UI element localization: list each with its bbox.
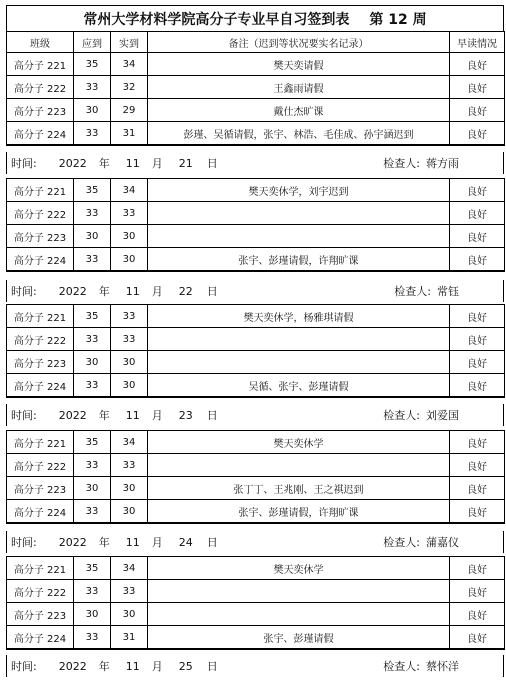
expected-cell: 30 — [74, 477, 111, 500]
table-row — [7, 248, 505, 272]
table-row — [7, 603, 505, 626]
class-cell: 高分子 221 — [7, 305, 74, 328]
header-actual: 实到 — [111, 32, 148, 53]
note-cell — [148, 328, 450, 351]
day-footer — [6, 404, 504, 426]
year-value: 2022 — [58, 535, 87, 549]
expected-cell: 35 — [74, 557, 111, 580]
day-value: 21 — [178, 156, 193, 170]
inspector-name: 常钰 — [437, 285, 459, 298]
expected-cell: 33 — [74, 122, 111, 146]
month-value: 11 — [125, 659, 140, 673]
note-cell: 张宇、彭瑾请假 — [148, 626, 450, 650]
table-row — [7, 374, 505, 398]
time-label: 时间: — [11, 409, 37, 422]
status-cell: 良好 — [450, 202, 505, 225]
header-expected: 应到 — [74, 32, 111, 53]
year-value: 2022 — [58, 659, 87, 673]
sheet-title-bar — [6, 5, 504, 31]
note-cell — [148, 202, 450, 225]
month-unit: 月 — [151, 409, 163, 422]
status-cell: 良好 — [450, 477, 505, 500]
note-cell: 张宇、彭瑾请假，许翔旷课 — [148, 248, 450, 272]
inspector-name: 蒲嘉仪 — [426, 536, 459, 549]
year-value: 2022 — [58, 408, 87, 422]
inspector-label: 检查人: — [394, 285, 431, 298]
class-cell: 高分子 224 — [7, 500, 74, 524]
table-row — [7, 76, 505, 99]
day-value: 22 — [178, 284, 193, 298]
note-cell: 樊天奕休学 — [148, 431, 450, 454]
actual-cell: 33 — [111, 580, 148, 603]
note-cell — [148, 351, 450, 374]
expected-cell: 33 — [74, 500, 111, 524]
note-cell — [148, 603, 450, 626]
year-unit: 年 — [98, 660, 110, 673]
time-label: 时间: — [11, 285, 37, 298]
actual-cell: 34 — [111, 557, 148, 580]
table-row — [7, 477, 505, 500]
class-cell: 高分子 224 — [7, 374, 74, 398]
day-value: 25 — [178, 659, 193, 673]
actual-cell: 34 — [111, 53, 148, 76]
status-cell: 良好 — [450, 626, 505, 650]
day-unit: 日 — [206, 660, 218, 673]
actual-cell: 33 — [111, 454, 148, 477]
table-row — [7, 179, 505, 202]
year-unit: 年 — [98, 285, 110, 298]
inspector-name: 蒋方雨 — [426, 157, 459, 170]
inspector-label: 检查人: — [383, 536, 420, 549]
day-unit: 日 — [206, 285, 218, 298]
note-cell — [148, 454, 450, 477]
class-cell: 高分子 223 — [7, 225, 74, 248]
expected-cell: 33 — [74, 76, 111, 99]
status-cell: 良好 — [450, 179, 505, 202]
expected-cell: 30 — [74, 225, 111, 248]
class-cell: 高分子 221 — [7, 431, 74, 454]
status-cell: 良好 — [450, 500, 505, 524]
actual-cell: 29 — [111, 99, 148, 122]
month-value: 11 — [125, 284, 140, 298]
table-row — [7, 122, 505, 146]
status-cell: 良好 — [450, 225, 505, 248]
year-unit: 年 — [98, 536, 110, 549]
expected-cell: 33 — [74, 626, 111, 650]
day-footer — [6, 655, 504, 677]
expected-cell: 35 — [74, 53, 111, 76]
day-footer — [6, 152, 504, 174]
inspector-label: 检查人: — [383, 157, 420, 170]
year-unit: 年 — [98, 157, 110, 170]
expected-cell: 33 — [74, 374, 111, 398]
note-cell: 樊天奕休学，刘宇迟到 — [148, 179, 450, 202]
month-value: 11 — [125, 156, 140, 170]
day-footer — [6, 280, 504, 302]
month-unit: 月 — [151, 660, 163, 673]
day-unit: 日 — [206, 409, 218, 422]
status-cell: 良好 — [450, 76, 505, 99]
note-cell: 樊天奕请假 — [148, 53, 450, 76]
day-unit: 日 — [206, 536, 218, 549]
class-cell: 高分子 223 — [7, 603, 74, 626]
header-row — [7, 32, 505, 53]
class-cell: 高分子 224 — [7, 626, 74, 650]
actual-cell: 30 — [111, 500, 148, 524]
day-table — [6, 430, 505, 524]
actual-cell: 30 — [111, 225, 148, 248]
expected-cell: 30 — [74, 351, 111, 374]
table-row — [7, 557, 505, 580]
expected-cell: 35 — [74, 431, 111, 454]
table-row — [7, 500, 505, 524]
time-label: 时间: — [11, 660, 37, 673]
class-cell: 高分子 221 — [7, 179, 74, 202]
actual-cell: 31 — [111, 122, 148, 146]
note-cell: 吴循、张宇、彭瑾请假 — [148, 374, 450, 398]
status-cell: 良好 — [450, 53, 505, 76]
day-table — [6, 52, 505, 146]
actual-cell: 33 — [111, 202, 148, 225]
expected-cell: 33 — [74, 580, 111, 603]
note-cell: 戴仕杰旷课 — [148, 99, 450, 122]
class-cell: 高分子 221 — [7, 557, 74, 580]
table-row — [7, 626, 505, 650]
class-cell: 高分子 223 — [7, 477, 74, 500]
actual-cell: 30 — [111, 248, 148, 272]
day-table — [6, 304, 505, 398]
note-cell — [148, 580, 450, 603]
table-row — [7, 351, 505, 374]
actual-cell: 30 — [111, 351, 148, 374]
status-cell: 良好 — [450, 305, 505, 328]
status-cell: 良好 — [450, 603, 505, 626]
table-row — [7, 225, 505, 248]
class-cell: 高分子 222 — [7, 454, 74, 477]
month-unit: 月 — [151, 536, 163, 549]
class-cell: 高分子 222 — [7, 328, 74, 351]
status-cell: 良好 — [450, 328, 505, 351]
expected-cell: 33 — [74, 248, 111, 272]
expected-cell: 33 — [74, 454, 111, 477]
year-value: 2022 — [58, 156, 87, 170]
actual-cell: 30 — [111, 477, 148, 500]
header-class: 班级 — [7, 32, 74, 53]
class-cell: 高分子 224 — [7, 248, 74, 272]
class-cell: 高分子 221 — [7, 53, 74, 76]
expected-cell: 35 — [74, 305, 111, 328]
note-cell: 王鑫雨请假 — [148, 76, 450, 99]
class-cell: 高分子 222 — [7, 76, 74, 99]
note-cell: 樊天奕休学 — [148, 557, 450, 580]
header-note: 备注（迟到等状况要实名记录） — [148, 32, 450, 53]
week-label: 第 12 周 — [369, 11, 427, 28]
class-cell: 高分子 224 — [7, 122, 74, 146]
table-row — [7, 328, 505, 351]
table-row — [7, 202, 505, 225]
day-value: 24 — [178, 535, 193, 549]
year-value: 2022 — [58, 284, 87, 298]
sheet-title: 常州大学材料学院高分子专业早自习签到表 — [83, 11, 350, 28]
table-row — [7, 454, 505, 477]
actual-cell: 30 — [111, 374, 148, 398]
actual-cell: 32 — [111, 76, 148, 99]
day-table — [6, 178, 505, 272]
year-unit: 年 — [98, 409, 110, 422]
note-cell: 张丁丁、王兆刚、王之祺迟到 — [148, 477, 450, 500]
actual-cell: 33 — [111, 328, 148, 351]
actual-cell: 33 — [111, 305, 148, 328]
actual-cell: 34 — [111, 431, 148, 454]
table-row — [7, 53, 505, 76]
table-row — [7, 431, 505, 454]
note-cell: 张宇、彭瑾请假，许翔旷课 — [148, 500, 450, 524]
class-cell: 高分子 223 — [7, 99, 74, 122]
class-cell: 高分子 223 — [7, 351, 74, 374]
note-cell: 彭瑾、吴循请假，张宇、林浩、毛佳成、孙宇涵迟到 — [148, 122, 450, 146]
table-row — [7, 305, 505, 328]
inspector-label: 检查人: — [383, 660, 420, 673]
expected-cell: 33 — [74, 202, 111, 225]
header-table — [6, 31, 505, 53]
day-footer — [6, 531, 504, 553]
status-cell: 良好 — [450, 580, 505, 603]
expected-cell: 35 — [74, 179, 111, 202]
day-table — [6, 556, 505, 650]
status-cell: 良好 — [450, 374, 505, 398]
inspector-label: 检查人: — [383, 409, 420, 422]
header-status: 早读情况 — [450, 32, 505, 53]
status-cell: 良好 — [450, 431, 505, 454]
actual-cell: 30 — [111, 603, 148, 626]
class-cell: 高分子 222 — [7, 580, 74, 603]
expected-cell: 30 — [74, 603, 111, 626]
expected-cell: 33 — [74, 328, 111, 351]
status-cell: 良好 — [450, 454, 505, 477]
actual-cell: 34 — [111, 179, 148, 202]
month-unit: 月 — [151, 157, 163, 170]
status-cell: 良好 — [450, 248, 505, 272]
class-cell: 高分子 222 — [7, 202, 74, 225]
time-label: 时间: — [11, 536, 37, 549]
table-row — [7, 99, 505, 122]
expected-cell: 30 — [74, 99, 111, 122]
status-cell: 良好 — [450, 122, 505, 146]
note-cell: 樊天奕休学，杨雅琪请假 — [148, 305, 450, 328]
time-label: 时间: — [11, 157, 37, 170]
inspector-name: 刘爱国 — [426, 409, 459, 422]
note-cell — [148, 225, 450, 248]
status-cell: 良好 — [450, 351, 505, 374]
day-unit: 日 — [206, 157, 218, 170]
status-cell: 良好 — [450, 99, 505, 122]
month-unit: 月 — [151, 285, 163, 298]
table-row — [7, 580, 505, 603]
status-cell: 良好 — [450, 557, 505, 580]
actual-cell: 31 — [111, 626, 148, 650]
month-value: 11 — [125, 408, 140, 422]
month-value: 11 — [125, 535, 140, 549]
inspector-name: 蔡怀洋 — [426, 660, 459, 673]
day-value: 23 — [178, 408, 193, 422]
